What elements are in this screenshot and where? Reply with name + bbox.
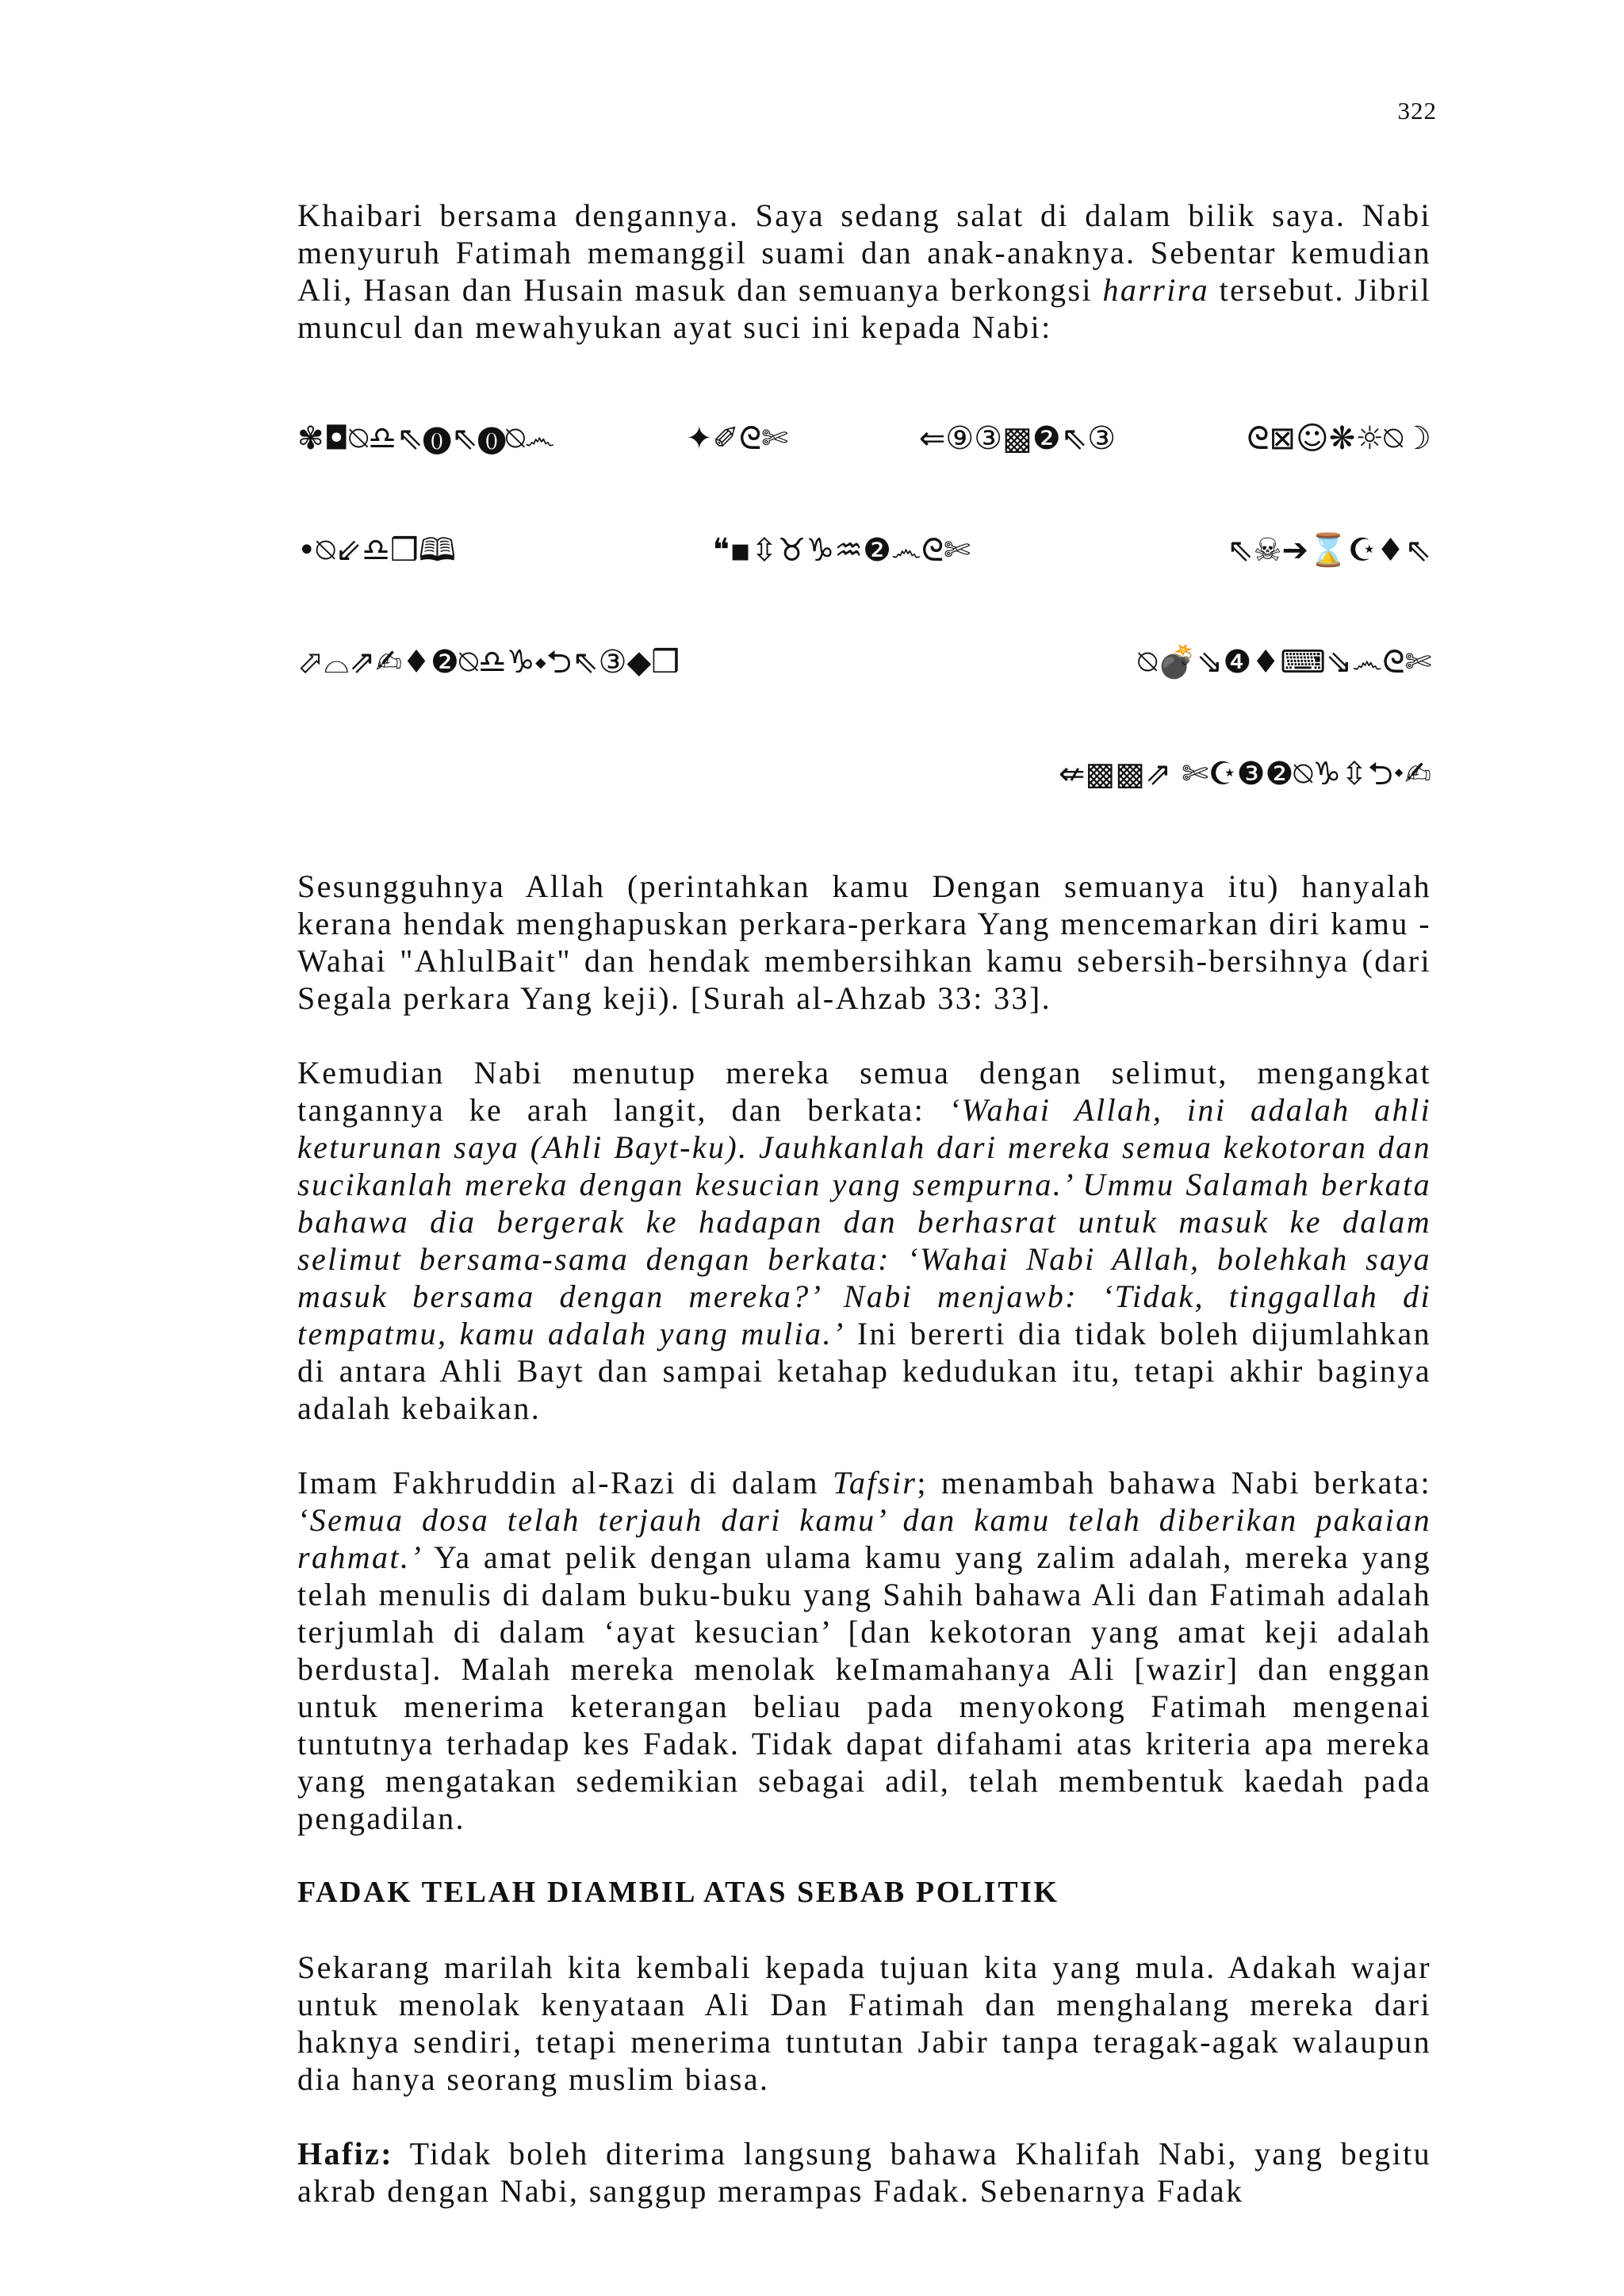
- paragraph-hafiz-text: Tidak boleh diterima langsung bahawa Khalifah Nabi, yang begitu akrab dengan Nabi, sanggup merampas Fadak. Sebenarnya Fadak: [297, 2136, 1431, 2209]
- section-heading: FADAK TELAH DIAMBIL ATAS SEBAB POLITIK: [297, 1876, 1059, 1909]
- page-content: [297, 197, 1431, 2210]
- arabic-verse-symbol-block: [297, 346, 1431, 868]
- paragraph-spacer: [297, 1837, 1431, 1874]
- symbol-run: ᘓ⊠☺❋☼⍉☽: [1247, 420, 1431, 457]
- paragraph-razi-end: Ya amat pelik dengan ulama kamu yang zalim adalah, mereka yang telah menulis di dalam buku-buku yang Sahih bahawa Ali dan Fatimah adalah terjumlah di dalam ‘ayat kesucian’ [dan kekotoran yang amat keji adalah berdusta]. Malah mereka menolak keImamahanya Ali [wazir] dan enggan untuk menerima keterangan beliau pada menyokong Fatimah mengenai tuntutnya terhadap kes Fadak. Tidak dapat difahami atas kriteria apa mereka yang mengatakan sedemikian sebagai adil, telah membentuk kaedah pada pengadilan.: [297, 1539, 1431, 1836]
- symbol-run: ⍉💣⇘❹♦⌨⇘෴ᘓ✄: [1138, 644, 1431, 680]
- paragraph-narration-quote: ‘Wahai Allah, ini adalah ahli keturunan saya (Ahli Bayt-ku). Jauhkanlah dari mereka semua kekotoran dan sucikanlah mereka dengan kesucian yang sempurna.’ Ummu Salamah berkata bahawa dia bergerak ke hadapan dan berhasrat untuk masuk ke dalam selimut bersama-sama dengan berkata: ‘Wahai Nabi Allah, bolehkah saya masuk bersama dengan mereka?’ Nabi menjawb: ‘Tidak, tinggallah di tempatmu, kamu adalah yang mulia.’: [297, 1092, 1432, 1351]
- italic-term-tafsir: Tafsir: [832, 1465, 917, 1501]
- italic-term-harrira: harrira: [1102, 272, 1210, 308]
- paragraph-spacer: [297, 2098, 1431, 2135]
- paragraph-spacer: [297, 1017, 1431, 1054]
- paragraph-intro-text: Khaibari bersama dengannya. Saya sedang salat di dalam bilik saya. Nabi menyuruh Fatimah memanggil suami dan anak-anaknya. Sebentar kemudian Ali, Hasan dan Husain masuk dan semuanya berkongsi: [297, 197, 1431, 308]
- symbol-run: ⬀⌓⇗✍♦❷⍉♎♑⬩⮌⇖③◆❒: [297, 644, 680, 680]
- paragraph-return: Sekarang marilah kita kembali kepada tujuan kita yang mula. Adakah wajar untuk menolak kenyataan Ali Dan Fatimah dan menghalang mereka dari haknya sendiri, tetapi menerima tuntutan Jabir tanpa teragak-agak walaupun dia hanya seorang muslim biasa.: [297, 1949, 1431, 2097]
- paragraph-narration-text: Kemudian Nabi menutup mereka semua dengan selimut, mengangkat tangannya ke arah langit, dan berkata:: [297, 1055, 1431, 1128]
- symbol-run: ⇖☠➔⌛☪♦⇖: [1227, 532, 1431, 569]
- page-number: 322: [1397, 97, 1437, 125]
- paragraph-narration: [297, 1054, 1431, 1427]
- speaker-label: Hafiz:: [297, 2136, 394, 2171]
- symbol-run: ⇍▩▩⇗ ✄☪❸❷⍉♑⇳⮌⬩✍: [1058, 756, 1431, 792]
- symbol-line-4: [297, 756, 1431, 793]
- paragraph-razi-text: Imam Fakhruddin al-Razi di dalam: [297, 1465, 833, 1501]
- paragraph-razi-quote: ‘Semua dosa telah terjauh dari kamu’ dan kamu telah diberikan pakaian rahmat.’: [297, 1502, 1431, 1575]
- paragraph-spacer: [297, 1911, 1431, 1949]
- paragraph-narration-end: Ini bererti dia tidak boleh dijumlahkan di antara Ahli Bayt dan sampai ketahap kedudukan itu, tetapi akhir baginya adalah kebaikan.: [297, 1316, 1432, 1426]
- symbol-line-1: [297, 420, 1431, 458]
- paragraph-intro-end: tersebut. Jibril muncul dan mewahyukan ayat suci ini kepada Nabi:: [297, 272, 1431, 345]
- paragraph-razi-mid: ; menambah bahawa Nabi berkata:: [917, 1465, 1431, 1501]
- paragraph-hafiz: [297, 2135, 1431, 2210]
- symbol-run: ❝▪⇳♉♑♒❷෴ᘓ✄: [712, 532, 971, 569]
- symbol-run: ✦✐ᘓ✄: [685, 420, 788, 457]
- paragraph-intro: [297, 197, 1431, 346]
- symbol-run: ⇐⑨③▩❷⇖③: [918, 420, 1116, 457]
- paragraph-translation: Sesungguhnya Allah (perintahkan kamu Dengan semuanya itu) hanyalah kerana hendak menghapuskan perkara-perkara Yang mencemarkan diri kamu - Wahai "AhlulBait" dan hendak membersihkan kamu sebersih-bersihnya (dari Segala perkara Yang keji). [Surah al-Ahzab 33: 33].: [297, 868, 1431, 1016]
- symbol-run: •⍉⇙♎❒🕮: [297, 532, 456, 569]
- paragraph-razi: [297, 1464, 1431, 1837]
- symbol-line-2: [297, 532, 1431, 569]
- symbol-line-3: [297, 644, 1431, 681]
- paragraph-spacer: [297, 1427, 1431, 1464]
- symbol-run: ✾◘⍉♎⇖⓿⇖⓿⍉෴: [297, 420, 555, 457]
